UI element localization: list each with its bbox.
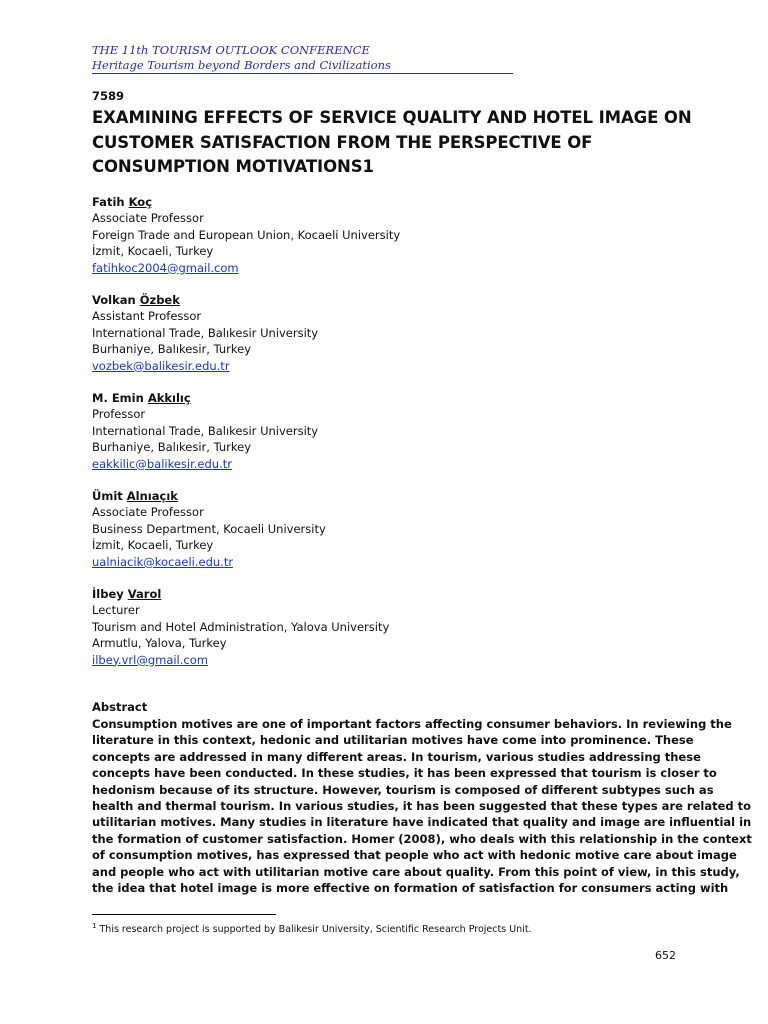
abstract-line: the idea that hotel image is more effective on formation of satisfaction for consumers acting with	[92, 881, 729, 896]
author-position: Lecturer	[92, 603, 140, 618]
author-affiliation: International Trade, Balıkesir University	[92, 423, 319, 438]
author-name: İlbey Varol	[92, 587, 162, 601]
conference-subtitle: Heritage Tourism beyond Borders and Civilizations	[92, 58, 513, 74]
author-name: Ümit Alnıaçık	[92, 489, 178, 503]
author-affiliation: International Trade, Balıkesir University	[92, 325, 319, 340]
author-location: Burhaniye, Balıkesir, Turkey	[92, 440, 252, 455]
author-name: M. Emin Akkılıç	[92, 391, 191, 405]
abstract-line: health and thermal tourism. In various studies, it has been suggested that these types are related to	[92, 799, 752, 814]
author-affiliation: Tourism and Hotel Administration, Yalova University	[92, 619, 390, 634]
author-affiliation: Foreign Trade and European Union, Kocaeli University	[92, 227, 401, 242]
abstract-line: the formation of customer satisfaction. Homer (2008), who deals with this relationship in the context	[92, 831, 752, 846]
author-email-link[interactable]: eakkilic@balikesir.edu.tr	[92, 456, 232, 471]
author-affiliation: Business Department, Kocaeli University	[92, 521, 326, 536]
abstract-line: Consumption motives are one of important factors affecting consumer behaviors. In reviewing the	[92, 717, 732, 731]
paper-id: 7589	[92, 89, 125, 103]
author-position: Professor	[92, 407, 146, 422]
abstract-line: concepts have been conducted. In these studies, it has been expressed that tourism is closer to	[92, 766, 717, 781]
author-position: Assistant Professor	[92, 309, 202, 324]
paper-title: EXAMINING EFFECTS OF SERVICE QUALITY AND HOTEL IMAGE ON CUSTOMER SATISFACTION FROM THE PERSPECTIVE OF CONSUMPTION MOTIVATIONS1	[92, 108, 692, 176]
author-block	[92, 194, 400, 276]
author-name: Fatih Koç	[92, 195, 153, 209]
page-number: 652	[655, 949, 676, 962]
abstract-text	[92, 716, 752, 896]
abstract-line: of consumption motives, has expressed that people who act with hedonic motive care about image	[92, 848, 737, 863]
author-name: Volkan Özbek	[92, 293, 180, 307]
author-block	[92, 292, 318, 374]
author-position: Associate Professor	[92, 505, 204, 520]
author-email-link[interactable]: ilbey.vrl@gmail.com	[92, 652, 208, 667]
author-email-link[interactable]: vozbek@balikesir.edu.tr	[92, 358, 230, 373]
footnote-separator	[92, 914, 276, 915]
conference-header	[92, 43, 513, 74]
author-email-link[interactable]: ualniacik@kocaeli.edu.tr	[92, 554, 234, 569]
abstract-line: literature in this context, hedonic and utilitarian motives have come into prominence. These	[92, 733, 694, 748]
author-email-link[interactable]: fatihkoc2004@gmail.com	[92, 260, 239, 275]
abstract-line: concepts are addressed in many different areas. In tourism, various studies addressing these	[92, 749, 701, 764]
author-location: İzmit, Kocaeli, Turkey	[92, 244, 214, 259]
footnote	[92, 922, 532, 935]
author-block	[92, 488, 326, 570]
author-location: Armutlu, Yalova, Turkey	[92, 636, 227, 651]
author-block	[92, 586, 389, 668]
abstract-line: and people who act with utilitarian motive care about quality. From this point of view, in this study,	[92, 864, 740, 879]
footnote-marker: 1	[92, 922, 97, 930]
abstract-heading: Abstract	[92, 700, 148, 714]
author-location: Burhaniye, Balıkesir, Turkey	[92, 342, 252, 357]
abstract-line: utilitarian motives. Many studies in literature have indicated that quality and image are influential in	[92, 815, 752, 830]
conference-name: THE 11th TOURISM OUTLOOK CONFERENCE	[92, 43, 370, 57]
author-block	[92, 390, 318, 472]
abstract-line: hedonism because of its structure. However, tourism is composed of different subtypes such as	[92, 782, 714, 797]
author-position: Associate Professor	[92, 211, 204, 226]
author-location: İzmit, Kocaeli, Turkey	[92, 538, 214, 553]
footnote-text: This research project is supported by Balikesir University, Scientific Research Projects Unit.	[96, 924, 532, 936]
